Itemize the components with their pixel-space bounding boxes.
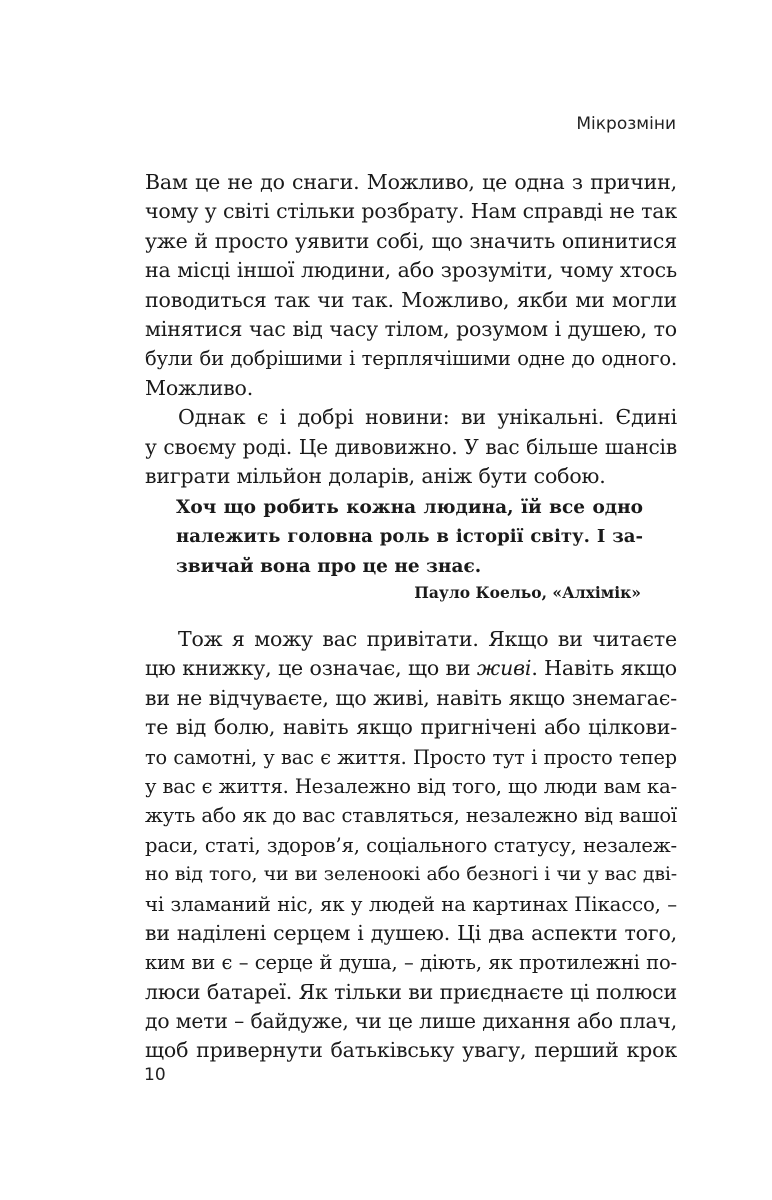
paragraph-3 — [145, 625, 677, 1066]
text-line: у своєму роді. Це дивовижно. У вас більше шансів — [145, 434, 677, 459]
emphasis-word: живі — [476, 656, 532, 681]
quote-attribution: Пауло Коельо, «Алхімік» — [414, 583, 641, 602]
text-line: поводиться так чи так. Можливо, якби ми могли — [145, 287, 677, 312]
text-line: раси, статі, здоров’я, соціального статусу, незалеж- — [145, 833, 677, 857]
text-line: ви наділені серцем і душею. Ці два аспекти того, — [145, 920, 677, 945]
text-line: Вам це не до снаги. Можливо, це одна з причин, — [145, 170, 677, 194]
text-line: чі зламаний ніс, як у людей на картинах Пікассо, – — [145, 892, 677, 916]
text-line: до мети – байдуже, чи це лише дихання або плач, — [145, 1009, 677, 1034]
text-line: щоб привернути батьківську увагу, перший крок — [145, 1038, 677, 1063]
quote-line: Хоч що робить кожна людина, їй все одно — [176, 497, 643, 518]
text-line: люси батареї. Як тільки ви приєднаєте ці полюси — [145, 979, 677, 1004]
text-line: на місці іншої людини, або зрозуміти, чому хтось — [145, 258, 677, 283]
text-segment: . Навіть якщо — [531, 656, 677, 681]
text-line: ви не відчуваєте, що живі, навіть якщо знемагає- — [145, 685, 677, 710]
text-line: чому у світі стільки розбрату. Нам справді не так — [145, 199, 677, 224]
quote-line: належить головна роль в історії світу. І за- — [176, 526, 643, 548]
quote-line: звичай вона про це не знає. — [176, 555, 482, 577]
text-line: були би добрішими і терплячішими одне до одного. — [145, 347, 677, 371]
text-line: уже й просто уявити собі, що значить опинитися — [145, 228, 677, 253]
text-line — [145, 654, 677, 683]
text-line: Тож я можу вас привітати. Якщо ви читаєте — [178, 627, 677, 651]
running-header: Мікрозміни — [576, 114, 676, 134]
epigraph-quote — [176, 493, 643, 581]
text-line: то самотні, у вас є життя. Просто тут і просто тепер — [145, 745, 677, 769]
text-segment: цю книжку, це означає, що ви — [145, 656, 477, 681]
text-line: ким ви є – серце й душа, – діють, як протилежні по- — [145, 951, 677, 975]
text-line: но від того, чи ви зеленоокі або безногі і чи у вас дві- — [145, 863, 677, 886]
paragraph-1 — [145, 168, 677, 491]
text-line: те від болю, навіть якщо пригнічені або цілкови- — [145, 715, 677, 740]
page-number: 10 — [144, 1065, 166, 1085]
text-line: жуть або як до вас ставляться, незалежно від вашої — [145, 804, 677, 828]
text-line: у вас є життя. Незалежно від того, що люди вам ка- — [145, 774, 677, 798]
text-line: мінятися час від часу тілом, розумом і душею, то — [145, 316, 677, 341]
text-line: Однак є і добрі новини: ви унікальні. Єдині — [178, 405, 677, 430]
text-line: виграти мільйон доларів, аніж бути собою. — [145, 463, 606, 488]
text-line: Можливо. — [145, 375, 254, 400]
